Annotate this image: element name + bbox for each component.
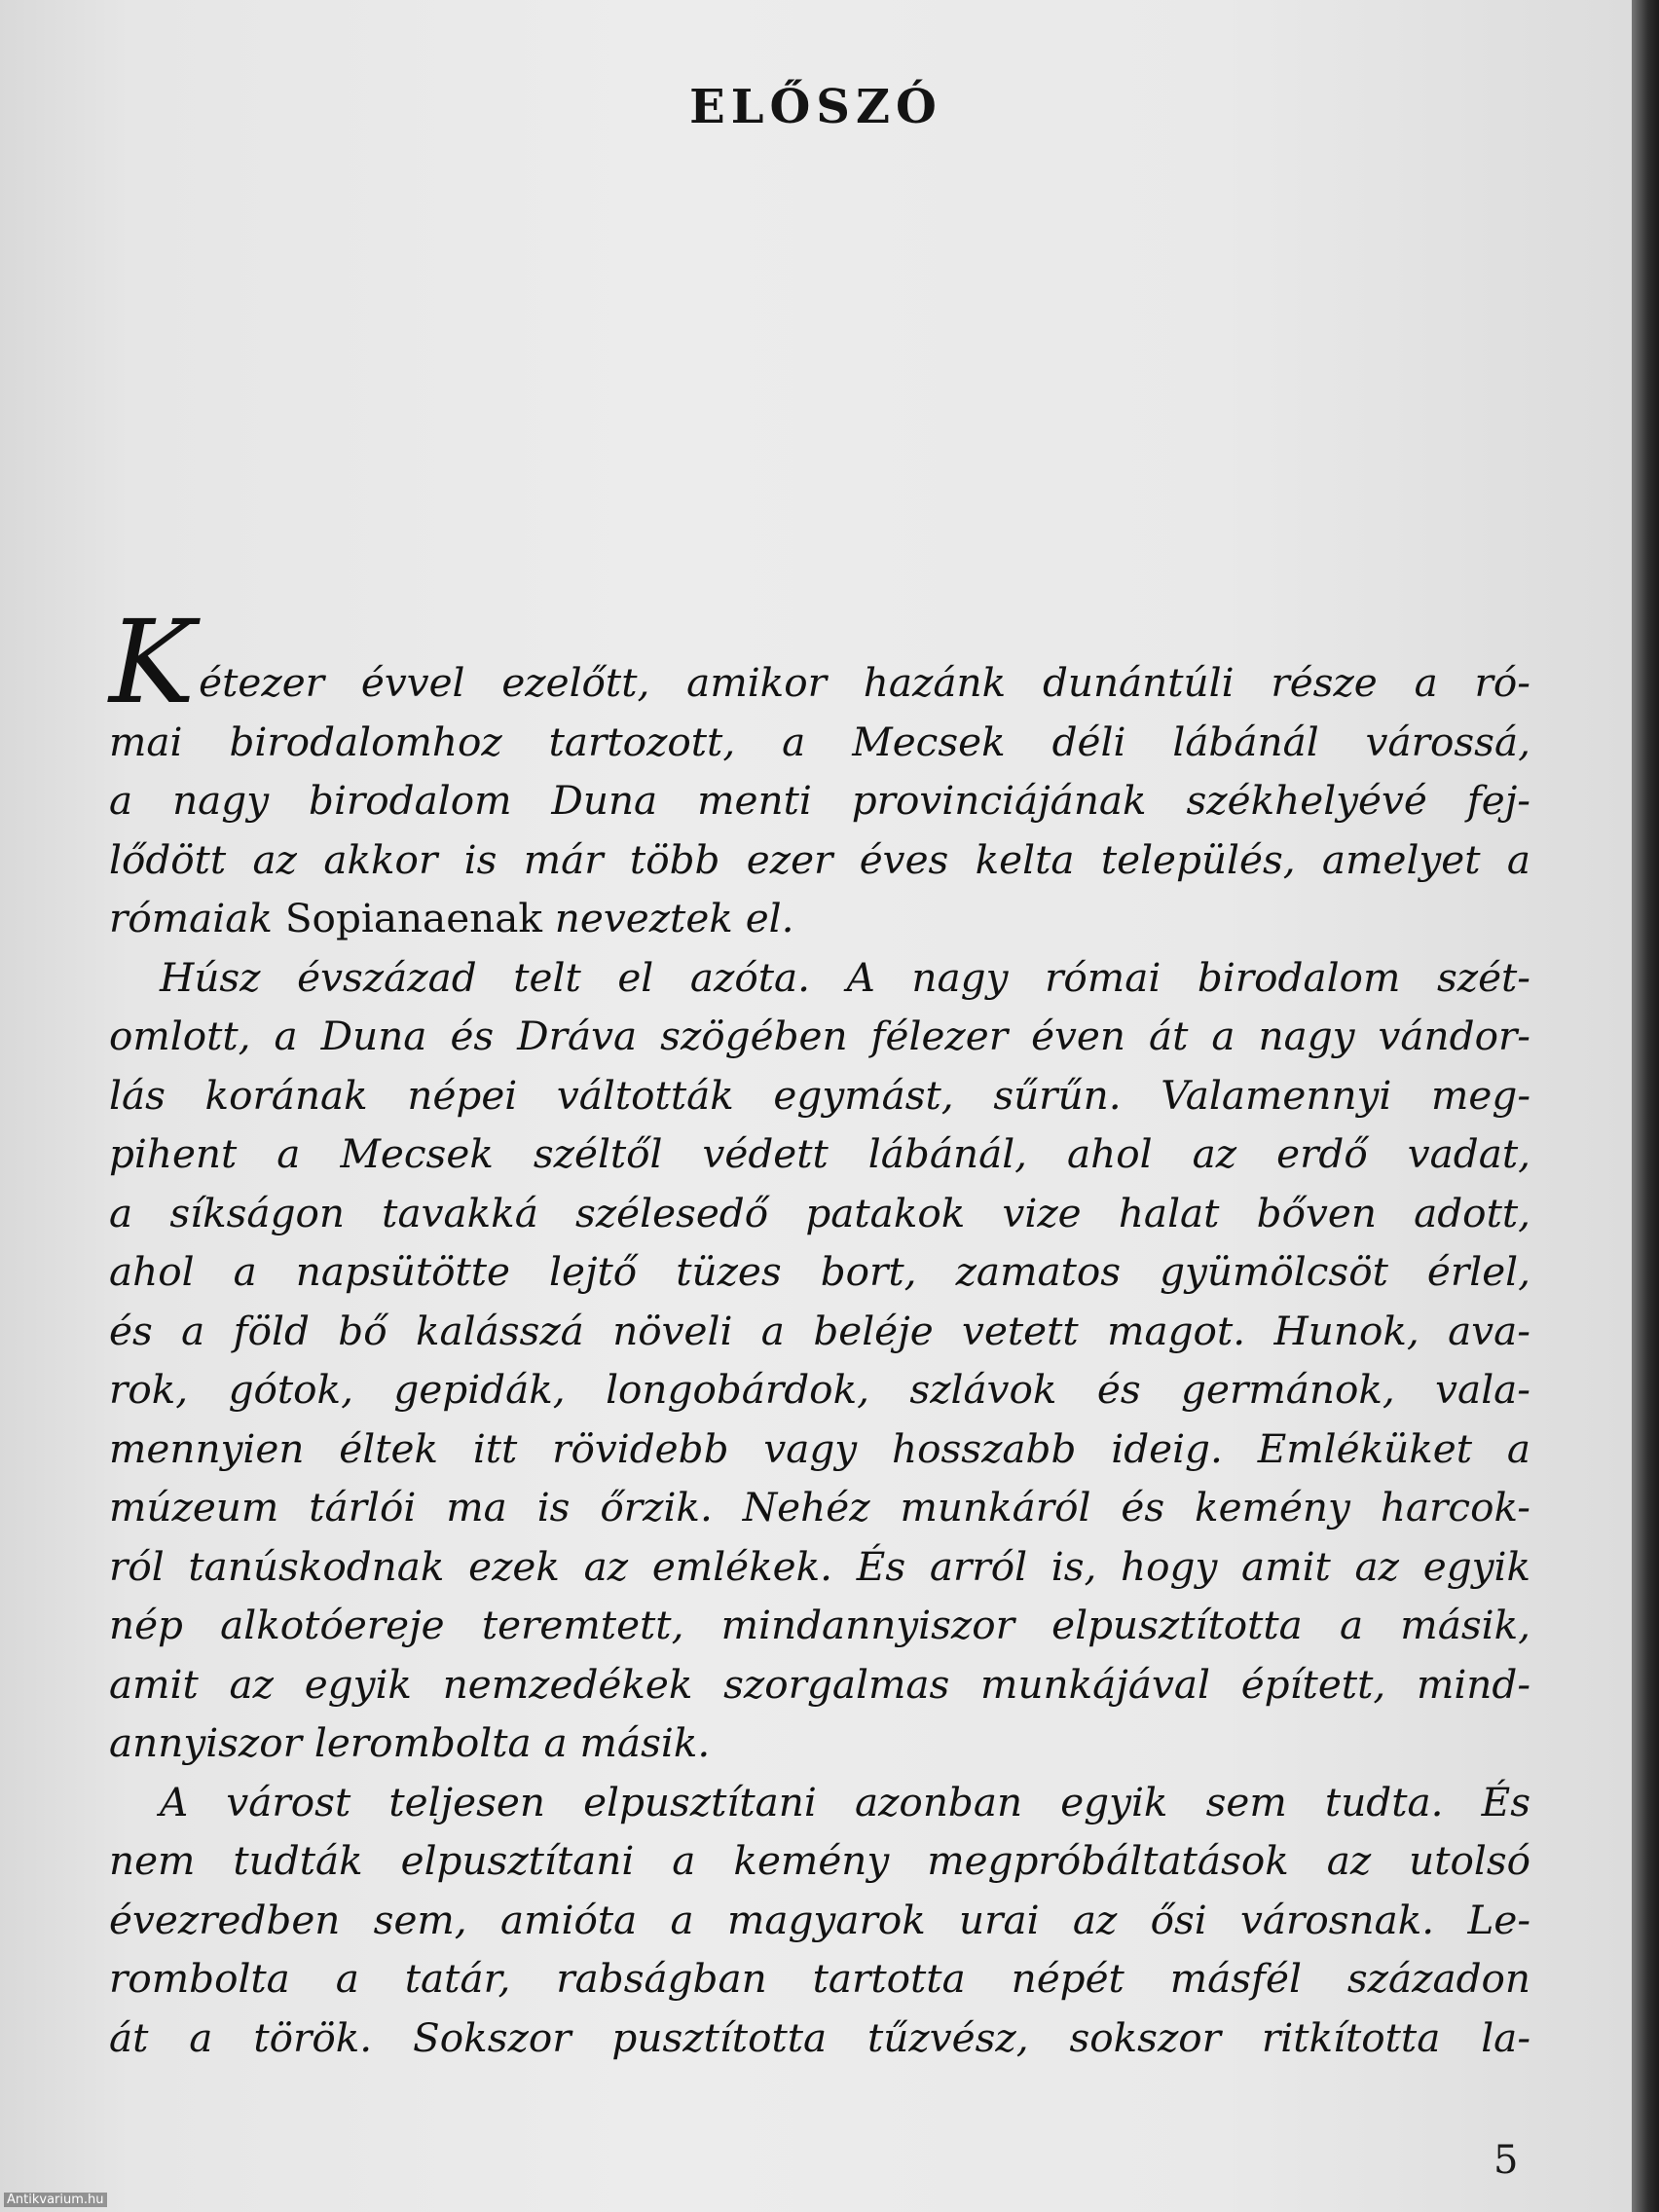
text-line: múzeum tárlói ma is őrzik. Nehéz munkáról és kemény harcok- <box>109 1484 1530 1530</box>
paragraph-1 <box>109 595 1530 948</box>
text-line: nép alkotóereje teremtett, mindannyiszor elpusztította a másik, <box>109 1602 1530 1648</box>
text-line: mennyien éltek itt rövidebb vagy hosszabb ideig. Emléküket a <box>109 1424 1530 1472</box>
text-line: lás korának népei váltották egymást, sűrűn. Valamennyi meg- <box>109 1071 1530 1119</box>
text-line: ahol a napsütötte lejtő tüzes bort, zamatos gyümölcsöt érlel, <box>109 1248 1530 1295</box>
page-number: 5 <box>1493 2138 1519 2183</box>
text-line: amit az egyik nemzedékek szorgalmas munkájával épített, mind- <box>109 1660 1530 1708</box>
text-line: rok, gótok, gepidák, longobárdok, szlávok és germánok, vala- <box>109 1366 1530 1413</box>
text-line: át a török. Sokszor pusztította tűzvész, sokszor ritkította la- <box>109 2013 1530 2061</box>
text-line: Húsz évszázad telt el azóta. A nagy római birodalom szét- <box>160 953 1530 1001</box>
drop-cap: K <box>109 595 196 729</box>
text-line: nem tudták elpusztítani a kemény megpróbáltatások az utolsó <box>109 1837 1530 1884</box>
text-line: a síkságon tavakká szélesedő patakok vize halat bőven adott, <box>109 1189 1530 1236</box>
text-line: rombolta a tatár, rabságban tartotta népét másfél századon <box>109 1955 1530 2002</box>
preface-body <box>109 595 1530 2067</box>
text-line: Kétezer évvel ezelőtt, amikor hazánk dunántúli része a ró- <box>109 595 1530 729</box>
text-line: omlott, a Duna és Dráva szögében félezer éven át a nagy vándor- <box>109 1013 1530 1059</box>
text-line: mai birodalomhoz tartozott, a Mecsek déli lábánál várossá, <box>109 718 1530 765</box>
text-line: rómaiak Sopianaenak neveztek el. <box>109 895 794 941</box>
place-name-sopianae: Sopianaenak <box>284 895 542 941</box>
text-line: A várost teljesen elpusztítani azonban egyik sem tudta. És <box>160 1778 1530 1825</box>
paragraph-3 <box>109 1773 1530 2068</box>
text-line: pihent a Mecsek széltől védett lábánál, ahol az erdő vadat, <box>109 1130 1530 1177</box>
paragraph-2 <box>109 948 1530 1773</box>
text-line: ról tanúskodnak ezek az emlékek. És arról is, hogy amit az egyik <box>109 1542 1530 1590</box>
page-title: ELŐSZÓ <box>689 80 942 134</box>
text-line: a nagy birodalom Duna menti provinciájának székhelyévé fej- <box>109 777 1530 824</box>
watermark: Antikvarium.hu <box>4 2193 107 2207</box>
text-line: annyiszor lerombolta a másik. <box>109 1719 711 1766</box>
text-line: és a föld bő kalásszá növeli a beléje vetett magot. Hunok, ava- <box>109 1307 1530 1354</box>
text-line: lődött az akkor is már több ezer éves kelta település, amelyet a <box>109 835 1530 883</box>
text-line: évezredben sem, amióta a magyarok urai az ősi városnak. Le- <box>109 1896 1530 1943</box>
book-spine-edge <box>1632 0 1659 2212</box>
